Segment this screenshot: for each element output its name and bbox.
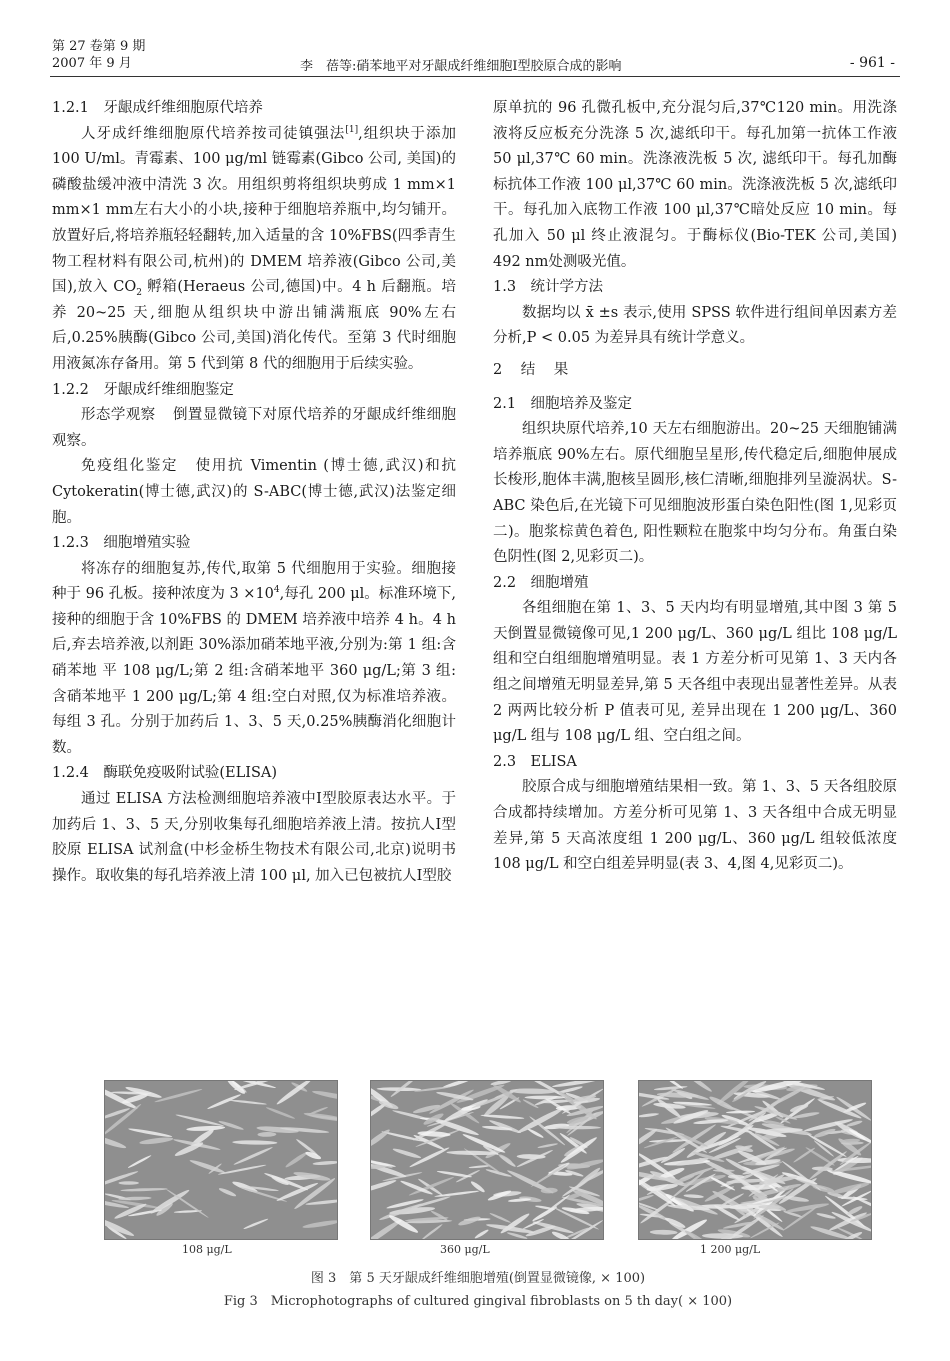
superscript: 4 — [273, 585, 280, 596]
subscript: 2 — [136, 288, 142, 299]
section-2-2-heading: 2.2 细胞增殖 — [493, 574, 589, 591]
immunohistochemistry-paragraph — [52, 454, 456, 531]
section-1-3-heading: 1.3 统计学方法 — [493, 279, 604, 296]
cell-shape — [555, 1126, 601, 1129]
run-in-heading: 免疫组化鉴定 — [81, 458, 179, 475]
section-2-2-paragraph: 各组细胞在第 1、3、5 天内均有明显增殖,其中图 3 第 5 天倒置显微镜像可见,1 200 μg/L、360 μg/L 组比 108 μg/L 组和空白组细胞增殖明显。表 1 方差分析可见第 1、3 天内各组之间增殖无明显差异,第 5 天各组中表现出显著性差异。从表 2 两两比较分析 P 值表可见, 差异出现在 1 200 μg/L、360 μg/L 组与 108 μg/L 组、空白组之间。 — [493, 600, 897, 745]
paragraph-text: 人牙成纤维细胞原代培养按司徒镇强法 — [81, 125, 346, 142]
right-column — [493, 96, 897, 878]
micrograph-label-360: 360 μg/L — [440, 1243, 490, 1256]
figure-caption-english: Fig 3 Microphotographs of cultured gingival fibroblasts on 5 th day( × 100) — [223, 1294, 733, 1309]
journal-issue-info — [52, 38, 145, 72]
header-rule — [50, 76, 900, 77]
paragraph-text: 将冻存的细胞复苏,传代,取第 5 代细胞用于实验。细胞接种于 96 孔板。接种浓度为 3 ×10 — [52, 560, 456, 603]
micrograph-1200-image — [639, 1081, 871, 1239]
journal-volume: 第 27 卷第 9 期 — [52, 39, 146, 54]
cell-shape — [525, 1096, 566, 1100]
section-1-2-1-heading: 1.2.1 牙龈成纤维细胞原代培养 — [52, 100, 263, 116]
paragraph-text: ,每孔 200 μl。标准环境下, 接种的细胞于含 10%FBS 的 DMEM 培养液中培养 4 h。4 h 后,弃去培养液,以剂距 30%添加硝苯地平液,分别为:第 1 组:含硝苯地 平 108 μg/L;第 2 组:含硝苯地平 360 μg/L;第 3 组:含硝苯地平 1 200 μg/L;第 4 组:空白对照,仅为标准培养液。每组 3 孔。分别于加药后 1、3、5 天,0.25%胰酶消化细胞计数。 — [52, 586, 456, 756]
micrograph-label-1200: 1 200 μg/L — [700, 1243, 761, 1256]
paragraph-text: ,组织块于添加 100 U/ml。青霉素、100 μg/ml 链霉素(Gibco 公司, 美国)的磷酸盐缓冲液中清洗 3 次。用组织剪将组织块剪成 1 mm×1 mm×1 mm左右大小的小块,接种于细胞培养瓶中,均匀铺开。放置好后,将培养瓶轻轻翻转,加入适量的含 10%FBS(四季青生物工程材料有限公司,杭州)的 DMEM 培养液(Gibco 公司,美国),放入 CO — [52, 125, 456, 296]
continued-paragraph: 原单抗的 96 孔微孔板中,充分混匀后,37℃120 min。用洗涤液将反应板充分洗涤 5 次,滤纸印干。每孔加第一抗体工作液 50 μl,37℃ 60 min。洗涤液洗板 5 次, 滤纸印干。每孔加酶标抗体工作液 100 μl,37℃ 60 min。洗涤液洗板 5 次,滤纸印干。每孔加入底物工作液 100 μl,37℃暗处反应 10 min。每孔加入 50 μl 终止液混匀。于酶标仪(Bio-TEK 公司,美国) 492 nm处测吸光值。 — [493, 100, 897, 270]
section-1-2-1-paragraph — [52, 122, 456, 378]
micrograph-108 — [104, 1080, 338, 1240]
section-2-3-heading: 2.3 ELISA — [493, 753, 577, 770]
citation-ref: [1] — [345, 124, 359, 135]
morphology-paragraph — [52, 403, 456, 454]
micrograph-360-image — [371, 1081, 603, 1239]
micrograph-360 — [370, 1080, 604, 1240]
journal-date: 2007 年 9 月 — [52, 56, 132, 71]
section-1-2-2-heading: 1.2.2 牙龈成纤维细胞鉴定 — [52, 381, 234, 398]
figure-caption-chinese: 图 3 第 5 天牙龈成纤维细胞增殖(倒置显微镜像, × 100) — [310, 1271, 646, 1286]
cell-shape — [119, 1181, 139, 1184]
section-2-1-heading: 2.1 细胞培养及鉴定 — [493, 395, 633, 412]
micrograph-108-image — [105, 1081, 337, 1239]
section-2-1-paragraph: 组织块原代培养,10 天左右细胞游出。20~25 天细胞铺满培养瓶底 90%左右。原代细胞呈星形,传代稳定后,细胞伸展成长梭形,胞体丰满,胞核呈圆形,核仁清晰,细胞排列呈漩涡状。S-ABC 染色后,在光镜下可见细胞波形蛋白染色阳性(图 1,见彩页二)。胞浆棕黄色着色, 阳性颗粒在胞浆中均匀分布。角蛋白染色阴性(图 2,见彩页二)。 — [493, 421, 897, 566]
page-number: - 961 - — [849, 55, 895, 71]
run-in-heading: 形态学观察 — [81, 407, 156, 424]
figure-3 — [98, 1080, 858, 1315]
left-column — [52, 96, 456, 889]
micrograph-label-108: 108 μg/L — [182, 1243, 232, 1256]
section-2-3-paragraph: 胶原合成与细胞增殖结果相一致。第 1、3、5 天各组胶原合成都持续增加。方差分析可见第 1、3 天各组中合成无明显差异,第 5 天高浓度组 1 200 μg/L、360 μg/L 组较低浓度 108 μg/L 和空白组差异明显(表 3、4,图 4,见彩页二)。 — [493, 779, 897, 873]
paragraph-text: 使用抗 Vimentin (博士德,武汉)和抗 Cytokeratin(博士德,武汉)的 S-ABC(博士德,武汉)法鉴定细胞。 — [52, 458, 457, 526]
section-1-3-paragraph: 数据均以 x̄ ±s 表示,使用 SPSS 软件进行组间单因素方差分析,P < 0.05 为差异具有统计学意义。 — [493, 304, 897, 347]
paragraph-text: 孵箱(Heraeus 公司,德国)中。4 h 后翻瓶。培养 20~25 天,细胞从组织块中游出铺满瓶底 90%左右后,0.25%胰酶(Gibco 公司,美国)消化传代。至第 3 代时细胞用液氮冻存备用。第 5 代到第 8 代的细胞用于后续实验。 — [52, 279, 457, 372]
paragraph-text: 倒置显微镜下对原代培养的牙龈成纤维细胞观察。 — [52, 407, 457, 449]
section-1-2-3-heading: 1.2.3 细胞增殖实验 — [52, 535, 191, 552]
section-1-2-4-paragraph: 通过 ELISA 方法检测细胞培养液中Ⅰ型胶原表达水平。于加药后 1、3、5 天,分别收集每孔细胞培养液上清。按抗人Ⅰ型胶原 ELISA 试剂盒(中杉金桥生物技术有限公司,北京)说明书操作。取收集的每孔培养液上清 100 μl, 加入已包被抗人Ⅰ型胶 — [52, 791, 456, 884]
running-title: 李 蓓等:硝苯地平对牙龈成纤维细胞Ⅰ型胶原合成的影响 — [300, 59, 622, 74]
section-1-2-4-heading: 1.2.4 酶联免疫吸附试验(ELISA) — [52, 765, 278, 782]
section-1-2-3-paragraph — [52, 557, 456, 762]
micrograph-1200 — [638, 1080, 872, 1240]
section-2-heading: 2 结 果 — [493, 361, 571, 378]
